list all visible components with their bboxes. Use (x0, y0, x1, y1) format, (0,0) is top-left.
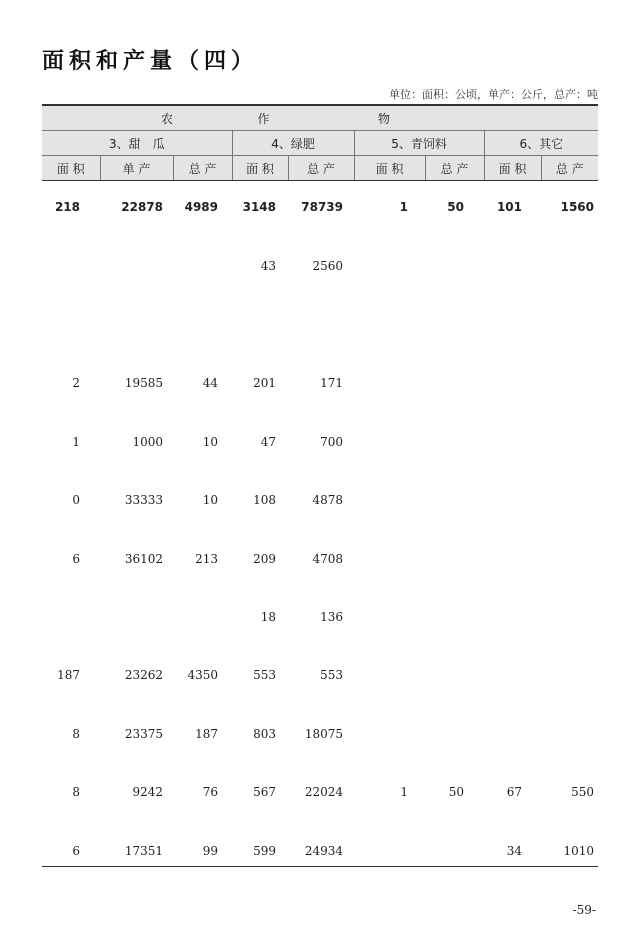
table-cell: 1560 (560, 200, 594, 214)
table-cell: 4989 (184, 200, 218, 214)
table-cell: 10 (202, 493, 218, 507)
table-cell: 187 (195, 727, 218, 741)
table-cell: 567 (253, 785, 276, 799)
table-cell: 47 (260, 435, 276, 449)
table-cell: 108 (253, 493, 276, 507)
table-cell: 171 (320, 376, 343, 390)
table-cell: 34 (506, 844, 522, 858)
table-cell: 2 (72, 376, 80, 390)
table-cell: 8 (72, 727, 80, 741)
table-cell: 4708 (312, 552, 343, 566)
table-cell: 24934 (304, 844, 343, 858)
table-cell: 599 (253, 844, 276, 858)
group-header-melon: 3、甜 瓜 (42, 131, 232, 156)
table-cell: 553 (320, 668, 343, 682)
table-cell: 209 (253, 552, 276, 566)
table-cell: 803 (253, 727, 276, 741)
group-header-other: 6、其它 (484, 131, 598, 156)
table-cell: 101 (496, 200, 522, 214)
table-cell: 18075 (304, 727, 343, 741)
table-cell: 136 (320, 610, 343, 624)
table-cell: 33333 (124, 493, 163, 507)
header-top-1: 农 (42, 105, 173, 131)
table-cell: 22878 (121, 200, 163, 214)
table-cell: 201 (253, 376, 276, 390)
table-cell: 187 (57, 668, 80, 682)
table-cell: 3148 (242, 200, 276, 214)
table-cell: 213 (195, 552, 218, 566)
table-cell: 17351 (124, 844, 163, 858)
table-cell: 10 (202, 435, 218, 449)
table-cell: 700 (320, 435, 343, 449)
table-cell: 36102 (124, 552, 163, 566)
table-cell: 8 (72, 785, 80, 799)
table-cell: 2560 (312, 259, 343, 273)
table-cell: 67 (506, 785, 522, 799)
col-header: 面 积 (484, 156, 541, 181)
header-top-2: 作 (173, 105, 354, 131)
group-header-green-manure: 4、绿肥 (232, 131, 354, 156)
table-cell: 4350 (187, 668, 218, 682)
table-cell: 19585 (124, 376, 163, 390)
table-cell: 1 (400, 785, 408, 799)
table-cell: 6 (72, 552, 80, 566)
col-header: 总 产 (288, 156, 354, 181)
table-cell: 23262 (124, 668, 163, 682)
table-cell: 1010 (563, 844, 594, 858)
col-header: 面 积 (354, 156, 425, 181)
page-number: -59- (572, 903, 596, 917)
table-cell: 76 (202, 785, 218, 799)
col-header: 总 产 (425, 156, 484, 181)
unit-note: 单位：面积：公顷，单产：公斤，总产：吨 (389, 88, 598, 101)
table-cell: 50 (448, 785, 464, 799)
table-cell: 218 (54, 200, 80, 214)
table-cell: 0 (72, 493, 80, 507)
table-cell: 553 (253, 668, 276, 682)
page-title: 面积和产量（四） (42, 48, 259, 74)
table-cell: 1 (399, 200, 408, 214)
header-table (42, 104, 598, 181)
header-top-3: 物 (354, 105, 598, 131)
col-header: 面 积 (232, 156, 288, 181)
table-cell: 1000 (132, 435, 163, 449)
col-header: 总 产 (541, 156, 598, 181)
table-cell: 1 (72, 435, 80, 449)
table-cell: 22024 (304, 785, 343, 799)
table-cell: 43 (260, 259, 276, 273)
table-cell: 550 (571, 785, 594, 799)
table-cell: 6 (72, 844, 80, 858)
col-header: 单 产 (100, 156, 173, 181)
table-bottom-rule (42, 866, 598, 867)
group-header-green-fodder: 5、青饲料 (354, 131, 484, 156)
table-cell: 9242 (132, 785, 163, 799)
col-header: 面 积 (42, 156, 100, 181)
table-cell: 78739 (301, 200, 343, 214)
table-cell: 44 (202, 376, 218, 390)
table-cell: 18 (260, 610, 276, 624)
table-cell: 4878 (312, 493, 343, 507)
table-cell: 99 (202, 844, 218, 858)
table-cell: 23375 (124, 727, 163, 741)
col-header: 总 产 (173, 156, 232, 181)
table-cell: 50 (447, 200, 464, 214)
